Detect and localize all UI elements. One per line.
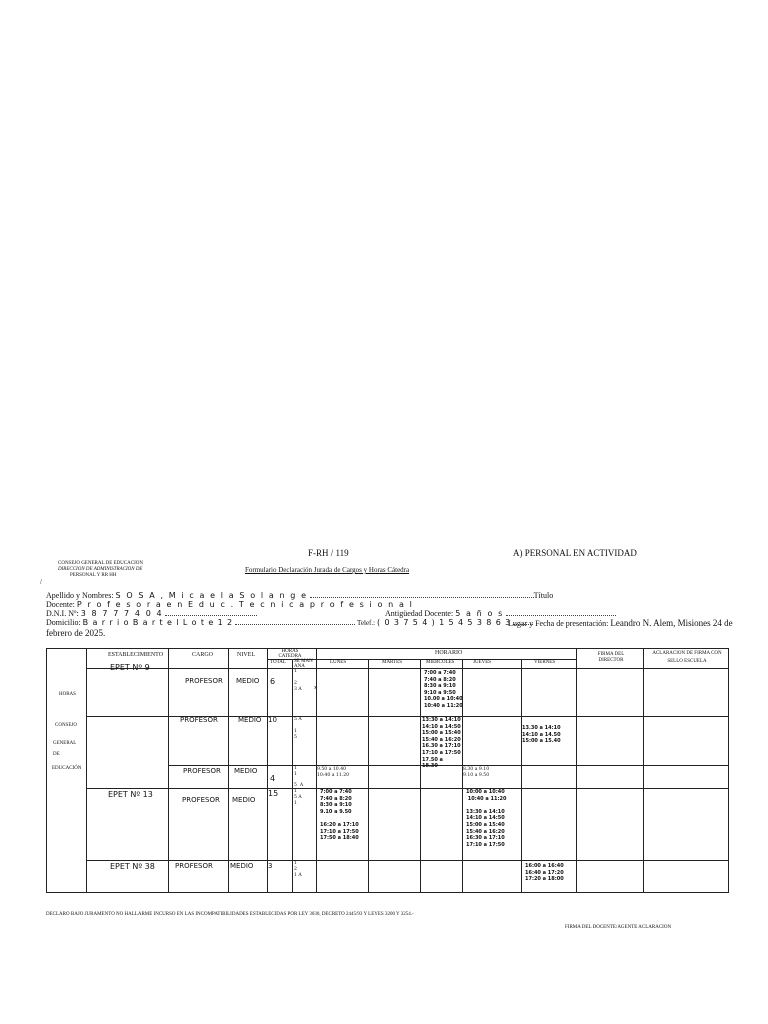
row2-cargo: PROFESOR — [180, 716, 218, 724]
col-divider — [643, 648, 644, 893]
header-nivel: NIVEL — [237, 652, 255, 658]
antiguedad-dotted-line — [506, 609, 616, 616]
row2-nivel: MEDIO — [238, 716, 262, 724]
row4-semana: 1 5 A 1 — [294, 789, 302, 806]
col-divider — [420, 660, 421, 893]
col-divider — [267, 648, 268, 893]
docente-label: Docente: — [46, 600, 75, 609]
domicilio-field-row — [46, 618, 533, 627]
row4-lunes: 7:00 a 7:40 7:40 a 8:20 8:30 a 9:10 9.10 a 9.50 16:20 a 17:10 17:10 a 17:50 17:50 a 18:40 — [320, 789, 359, 842]
row4-establecimiento: EPET Nº 13 — [108, 790, 153, 799]
row5-cargo: PROFESOR — [175, 862, 213, 870]
header-aclaracion: ACLARACION DE FIRMA CON SELLO ESCUELA — [652, 651, 722, 664]
header-miercoles: MIERCOLES — [426, 660, 455, 665]
lugar-value: Leandro N. Alem, Misiones 24 de — [610, 618, 733, 628]
header-lunes: LUNES — [330, 660, 347, 665]
row5-establecimiento: EPET Nº 38 — [110, 862, 155, 871]
name-label: Apellido y Nombres: — [46, 591, 114, 600]
docente-value: P r o f e s o r a e n E d u c . T e c n i c a p r o f e s i o n a l — [76, 600, 414, 609]
header-total: TOTAL — [270, 660, 286, 665]
side-label-horas: HORAS — [59, 692, 76, 697]
row4-nivel: MEDIO — [232, 796, 256, 804]
schedule-table — [46, 648, 729, 893]
col-divider — [228, 648, 229, 893]
col-divider — [521, 660, 522, 893]
titulo-label: Título — [533, 591, 554, 600]
name-field-row — [46, 591, 553, 600]
row5-semana: 1 2 1 A — [294, 861, 302, 878]
declaration-text: DECLARO BAJO JURAMENTO NO HALLARME INCURSO EN LAS INCOMPATIBILIDADES ESTABLECIDAS POR LEY 3030, DECRETO 2445/93 Y LEYES 3200 Y 3254.- — [46, 912, 414, 917]
dni-dotted-line — [165, 609, 257, 616]
lugar-field-row — [508, 618, 733, 628]
row3-jueves: 8.30 a 9.10 9.10 a 9.50 — [463, 767, 490, 778]
signature-label: FIRMA DEL DOCENTE/AGENTE ACLARACION — [565, 925, 672, 930]
slash-mark: / — [40, 578, 42, 586]
name-value: S O S A , M i c a e l a S o l a n g e — [115, 591, 308, 600]
domicilio-label: Domicilio: — [46, 618, 81, 627]
row2-total: 10 — [268, 716, 277, 724]
col-divider — [86, 648, 87, 893]
side-label-educacion: EDUCACIÓN — [52, 766, 82, 771]
row4-total: 15 — [268, 789, 279, 798]
lugar-value-continued: febrero de 2025. — [46, 628, 106, 638]
row1-semana: 1 2 3 A — [294, 669, 302, 692]
section-title: A) PERSONAL EN ACTIVIDAD — [513, 548, 637, 558]
org-line-2: DIRECCION DE ADMINISTRACION DE — [58, 567, 143, 572]
header-establecimiento: ESTABLECIMIENTO — [108, 652, 164, 658]
row3-lunes: 9.50 a 10.40 10:40 a 11.20 — [317, 767, 350, 778]
dni-field-row — [46, 609, 257, 618]
domicilio-dotted-line — [235, 618, 355, 625]
col-divider — [168, 648, 169, 893]
row2-miercoles: 13:30 a 14:10 14:10 a 14:50 15:00 a 15:40 15:40 a 16:20 16.30 a 17:10 17:10 a 17:50 17.50 a 18.30 — [422, 717, 461, 770]
row2-viernes: 13.30 a 14:10 14:10 a 14.50 15:00 a 15.40 — [522, 725, 561, 745]
lugar-label: Lugar y Fecha de presentación: — [508, 619, 609, 628]
col-divider — [292, 660, 293, 893]
side-label-general: GENERAL — [53, 741, 77, 746]
antiguedad-label: Antigüedad Docente: — [385, 609, 454, 618]
form-title: Formulario Declaración Jurada de Cargos y Horas Cátedra — [245, 566, 410, 574]
row5-total: 3 — [268, 862, 273, 870]
telef-label: Telef.: — [357, 619, 376, 627]
row3-cargo: PROFESOR — [183, 767, 221, 775]
org-line-1: CONSEJO GENERAL DE EDUCACION — [58, 561, 143, 566]
form-code: F-RH / 119 — [308, 548, 349, 558]
row5-nivel: MEDIO — [230, 862, 254, 870]
row4-jueves: 10:00 a 10:40 10:40 a 11:20 13:30 a 14:10 14:10 a 14:50 15:00 a 15:40 15:40 a 16:20 16:30 a 17:10 17:10 a 17:50 — [466, 789, 507, 848]
header-martes: MARTES — [382, 660, 402, 665]
row1-mark: x — [314, 685, 317, 691]
row4-cargo: PROFESOR — [182, 796, 220, 804]
org-line-3: PERSONAL Y RR HH — [70, 573, 117, 578]
header-firma-director: FIRMA DEL DIRECTOR — [597, 652, 625, 663]
header-viernes: VIERNES — [534, 660, 556, 665]
dni-value: 3 8 7 7 7 4 0 4 — [80, 609, 164, 618]
antiguedad-field-row — [385, 609, 616, 618]
row3-total: 4 — [270, 774, 276, 783]
docente-field-row — [46, 600, 413, 609]
row-divider — [86, 860, 729, 861]
header-cargo: CARGO — [192, 652, 214, 658]
header-horas-catedra: HORAS CATEDRA — [278, 649, 302, 659]
row1-cargo: PROFESOR — [185, 677, 223, 685]
col-divider — [576, 648, 577, 893]
row-divider — [86, 788, 729, 789]
row1-nivel: MEDIO — [236, 677, 260, 685]
col-divider — [368, 660, 369, 893]
row3-semana: 1 1 5 A — [294, 766, 304, 788]
side-label-de: DE — [53, 752, 60, 757]
row2-semana: 5 A 1 5 — [294, 717, 302, 740]
side-label-consejo: CONSEJO — [55, 723, 77, 728]
telef-value: ( 0 3 7 5 4 ) 1 5 4 5 3 8 6 3 — [377, 618, 512, 627]
domicilio-value: B a r r i o B a r t e l L o t e 1 2 — [82, 618, 234, 627]
row3-nivel: MEDIO — [234, 767, 258, 775]
row-divider — [86, 668, 729, 669]
header-semana: SE MAN ANA — [294, 659, 313, 669]
header-horario: HORARIO — [435, 650, 463, 656]
row1-total: 6 — [270, 677, 276, 686]
antiguedad-value: 5 a ñ o s — [455, 609, 504, 618]
row1-establecimiento: EPET Nº 9 — [110, 663, 150, 672]
dni-label: D.N.I. Nº: — [46, 609, 79, 618]
row5-viernes: 16:00 a 16:40 16:40 a 17:20 17:20 a 18:00 — [525, 863, 564, 883]
row1-miercoles: 7:00 a 7:40 7:40 a 8:20 8:30 a 9:10 9:10 a 9:50 10.00 a 10:40 10:40 a 11:20 — [424, 670, 463, 709]
name-dotted-line — [310, 591, 534, 598]
header-jueves: JUEVES — [473, 660, 492, 665]
